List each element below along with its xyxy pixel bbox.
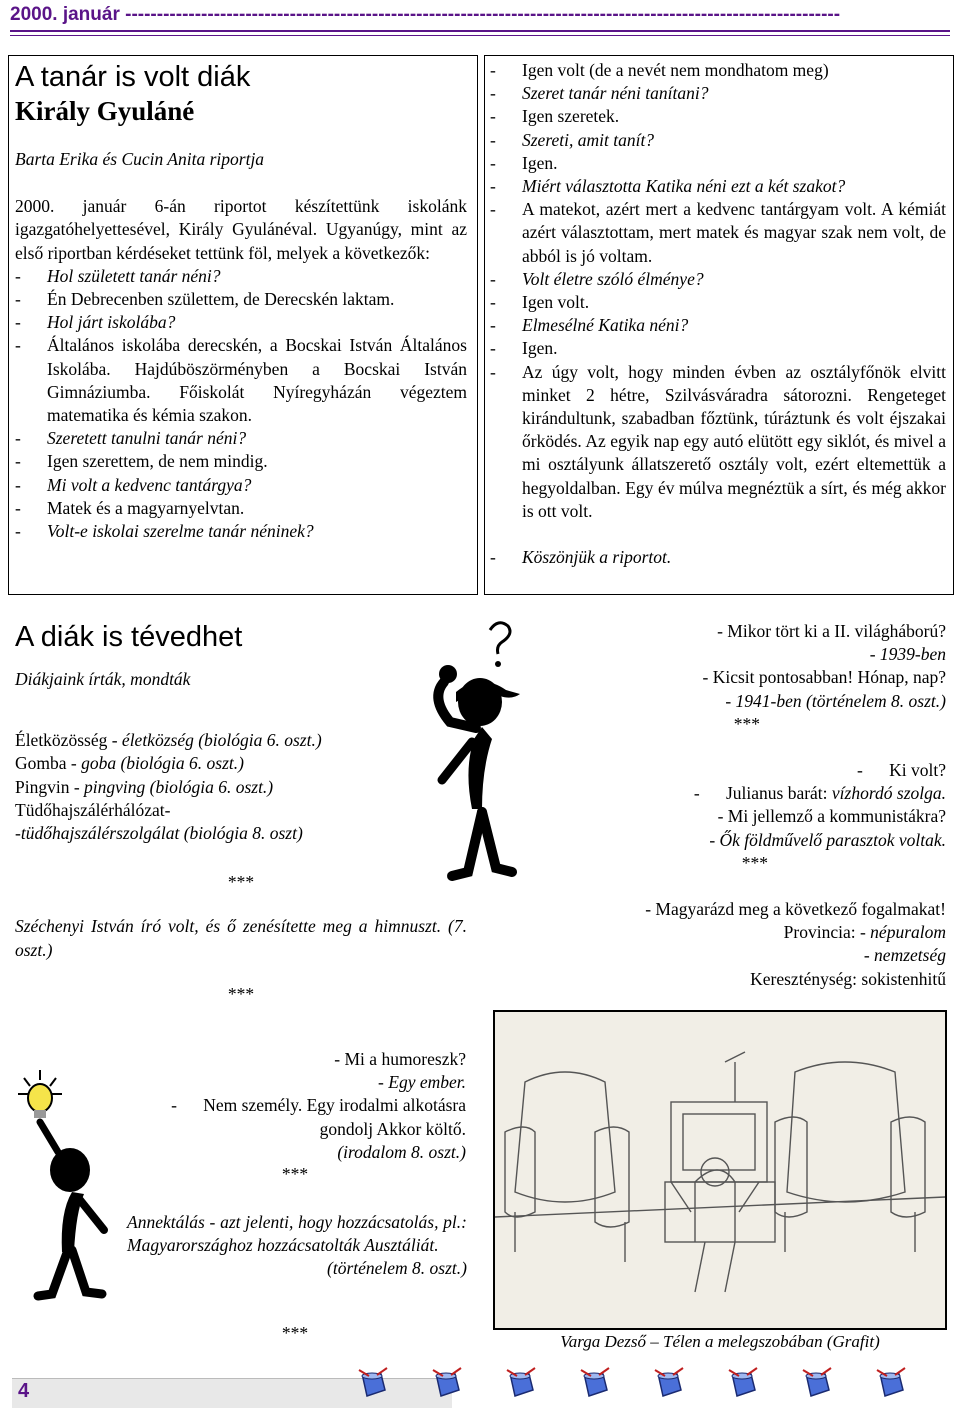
drum-icon — [429, 1366, 465, 1402]
stars-separator: *** — [281, 1164, 309, 1184]
interview-question: - Miért választotta Katika néni ezt a két szakot? — [490, 176, 846, 197]
annektalas-blooper: Annektálás - azt jelenti, hogy hozzácsatolás, pl.: Magyarországhoz hozzácsatolták Ausztáliát. (történelem 8. oszt.) — [127, 1212, 467, 1279]
drum-icon — [577, 1366, 613, 1402]
thinking-figure-illustration — [412, 612, 562, 912]
drum-icon — [799, 1366, 835, 1402]
interview-answer: - Én Debrecenben születtem, de Derecskén laktam. — [15, 289, 395, 310]
stars-separator: *** — [281, 1323, 309, 1343]
bloopers-subtitle: Diákjaink írták, mondták — [15, 669, 191, 689]
drum-icon — [651, 1366, 687, 1402]
pencil-drawing-winter-room — [495, 1012, 945, 1328]
interview-left-column — [15, 60, 467, 543]
interview-answer: - Igen volt. — [490, 292, 590, 313]
drum-icon — [873, 1366, 909, 1402]
interview-question: - Szeretett tanulni tanár néni? — [15, 428, 247, 449]
interview-answer: - Igen. — [490, 152, 558, 173]
header-rule-thin — [10, 35, 950, 36]
header-rule — [10, 30, 950, 32]
interview-answer: - Igen volt (de a nevét nem mondhatom meg) — [490, 60, 829, 80]
humoreszk-blooper: - Mi a humoreszk? - Egy ember. - Nem személy. Egy irodalmi alkotásra gondolj Akkor költő. (irodalom 8. oszt.) — [171, 1049, 466, 1162]
interview-question: - Hol született tanár néni? — [15, 265, 221, 286]
footer-drum-row — [355, 1366, 945, 1406]
bloopers-title: A diák is tévedhet — [15, 621, 243, 653]
bloopers-word-list — [15, 729, 467, 845]
interview-question: - Szeret tanár néni tanítani? — [490, 83, 709, 104]
blooper-word: Tüdőhajszálérhálózat- — [15, 799, 171, 820]
drum-icon — [355, 1366, 391, 1402]
interview-qa-left — [15, 265, 467, 543]
interview-answer: - Igen szeretek. — [490, 106, 620, 127]
interview-question: - Hol járt iskolába? — [15, 312, 176, 333]
page-footer — [10, 1362, 950, 1412]
interview-question: - Mi volt a kedvenc tantárgya? — [15, 474, 252, 495]
bloopers-left-column — [15, 620, 467, 1006]
interview-qa-right — [490, 59, 946, 523]
stars-separator: *** — [227, 872, 255, 893]
interview-question: - Volt-e iskolai szerelme tanár néninek? — [15, 521, 314, 542]
interview-thanks: - Köszönjük a riportot. — [490, 547, 672, 568]
szechenyi-blooper: Széchenyi István író volt, és ő zenésítette meg a himnuszt. (7. oszt.) — [15, 916, 467, 960]
stars-separator: *** — [227, 983, 255, 1004]
bloopers-right-column: - Mikor tört ki a II. világháború? - 1939-ben - Kicsit pontosabban! Hónap, nap? - 1941-ben (történelem 8. oszt.) *** - Ki volt? - Julianus barát: vízhordó szolga. - Mi jellemző a kommunistákra? - Ők földművelő parasztok voltak. *** - Magyarázd meg a következő fogalmakat! Provincia: - népuralom - nemzetség Kereszténység: sokistenhitű — [645, 621, 946, 989]
interview-intro: 2000. január 6-án riportot készítettünk iskolánk igazgatóhelyettesével, Király Gyulánéval. Ugyanúgy, mint az első riportban kérdéseket tettünk föl, melyek a következők: — [15, 196, 467, 263]
interview-byline: Barta Erika és Cucin Anita riportja — [15, 149, 265, 169]
interview-title: A tanár is volt diák — [15, 61, 251, 93]
drawing-caption: Varga Dezső – Télen a melegszobában (Grafit) — [560, 1332, 880, 1351]
interview-answer: - Matek és a magyarnyelvtan. — [15, 497, 245, 518]
drum-icon — [503, 1366, 539, 1402]
interview-answer: - Az úgy volt, hogy minden évben az osztályfőnök elvitt minket 2 hétre, Szilvásváradra sátorozni. Rengeteget kirándultunk, szabadban főztünk, túráztunk és volt éjszakai őrködés. Az egyik nap egy autó elütött egy siklót, és mivel a mi osztályunk állatszerető osztály volt, ezért eltemettük a hegyoldalban. Egy év múlva megnéztük a sírt, és még akkor is ott volt. — [490, 361, 946, 521]
interview-right-column — [490, 59, 946, 569]
interview-question: - Elmesélné Katika néni? — [490, 315, 689, 336]
blooper-word: -tüdőhajszálérszolgálat (biológia 8. oszt) — [15, 823, 303, 844]
blooper-word: Gomba - goba (biológia 6. oszt.) — [15, 753, 244, 774]
interview-answer: - Igen szerettem, de nem mindig. — [15, 451, 268, 472]
blooper-word: Pingvin - pingving (biológia 6. oszt.) — [15, 776, 274, 797]
interview-answer: - Igen. — [490, 338, 558, 359]
pencil-drawing-frame — [493, 1010, 947, 1330]
interview-answer: - A matekot, azért mert a kedvenc tantárgyam volt. A kémiát azért választottam, mert matek és magyar szak nem volt, de abból is jó voltam. — [490, 199, 946, 266]
lightbulb-figure-illustration — [10, 1060, 130, 1310]
interview-name: Király Gyuláné — [15, 96, 195, 126]
blooper-word: Életközösség - életközség (biológia 6. oszt.) — [15, 730, 322, 751]
drum-icon — [725, 1366, 761, 1402]
page-header: 2000. január ----------------------------------------------------------------------------------------------------------------- — [10, 4, 841, 25]
interview-answer: - Általános iskolába derecskén, a Bocskai István Általános Iskolába. Hajdúböszörményben a Bocskai István Gimnáziumba. Főiskolát Nyíregyházán végeztem matematika és kémia szakon. — [15, 335, 467, 426]
page-number: 4 — [18, 1380, 30, 1402]
interview-question: - Szereti, amit tanít? — [490, 129, 655, 150]
interview-question: - Volt életre szóló élménye? — [490, 268, 704, 289]
